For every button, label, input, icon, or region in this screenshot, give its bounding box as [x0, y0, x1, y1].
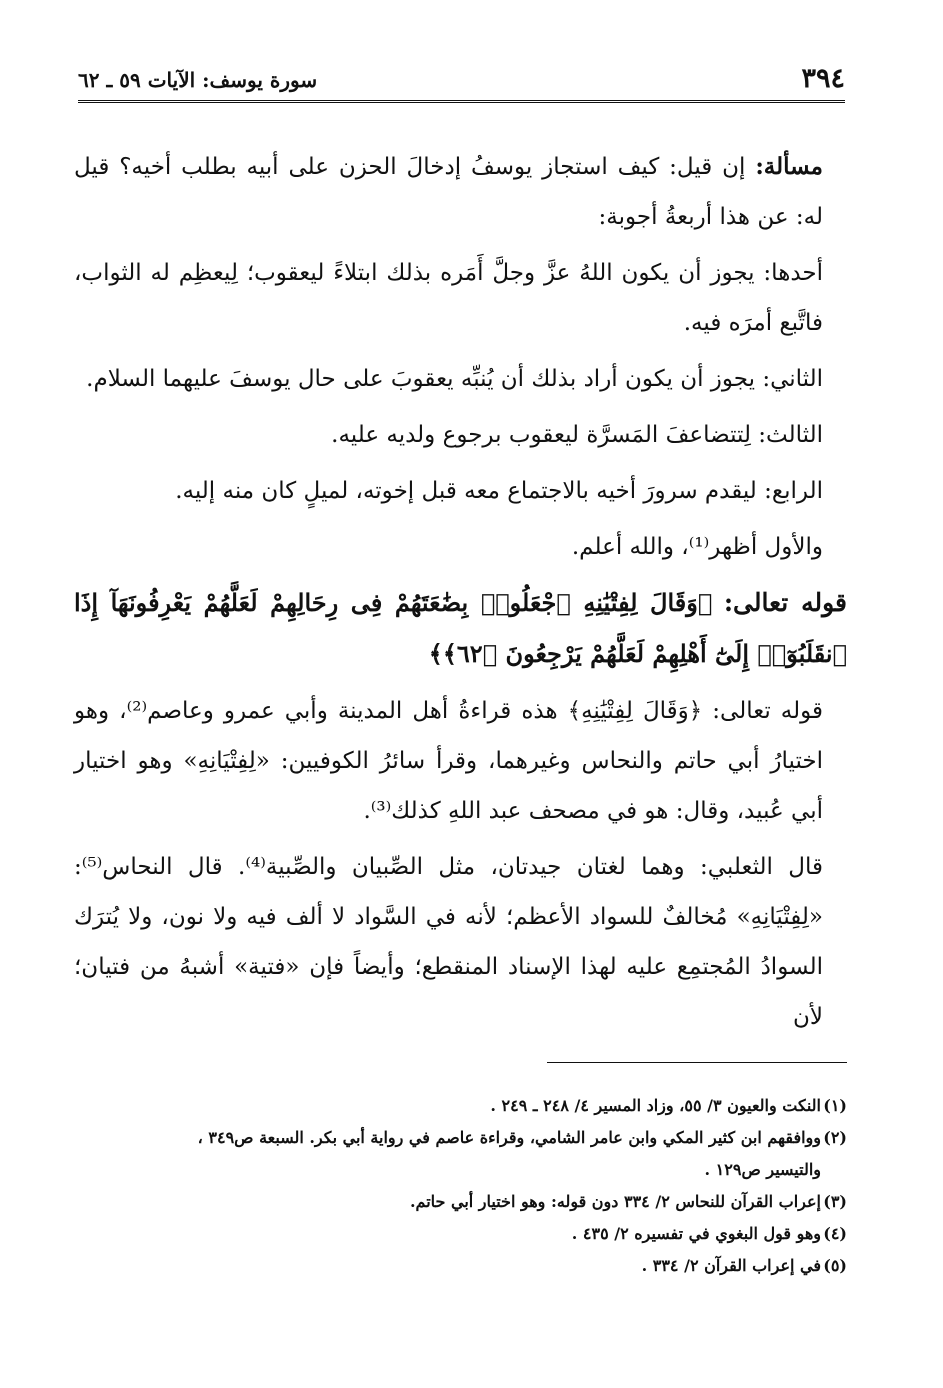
verse-heading: قوله تعالى:	[723, 588, 847, 617]
paragraph-answer-4: الرابع: ليقدم سرورَ أخيه بالاجتماع معه قبل إخوته، لميلٍ كان منه إليه.	[175, 478, 823, 504]
footnotes	[74, 1090, 847, 1282]
running-header	[78, 62, 845, 102]
header-rule	[78, 100, 845, 105]
footnote-text: إعراب القرآن للنحاس ٢/ ٣٣٤ دون قوله: وهو اختيار أبي حاتم.	[409, 1192, 821, 1211]
footnote	[74, 1186, 847, 1218]
paragraph-answer-3: الثالث: لِتتضاعفَ المَسرَّة ليعقوب برجوع ولديه عليه.	[331, 422, 823, 448]
running-title: سورة يوسف: الآيات ٥٩ ـ ٦٢	[78, 68, 318, 92]
footnote	[74, 1250, 847, 1282]
footnote-number: (٣)	[823, 1192, 847, 1211]
paragraph-thalabi: قال الثعلبي: وهما لغتان جيدتان، مثل الصِّبيان والصِّبية⁽⁴⁾. قال النحاس⁽⁵⁾: «لِفِتْيَانِهِ» مُخالفٌ للسواد الأعظم؛ لأنه في السَّواد لا ألف فيه ولا نون، ولا يُترَك السوادُ المُجتمِع عليه لهذا الإسناد المنقطع؛ وأيضاً فإن «فتية» أشبهُ من فتيان؛ لأن	[74, 854, 823, 1030]
quran-verse: ﴿وَقَالَ لِفِتْيَٰنِهِ ٱجْعَلُوا۟ بِضَٰعَتَهُمْ فِى رِحَالِهِمْ لَعَلَّهُمْ يَعْرِفُونَهَآ إِذَا ٱنقَلَبُوٓا۟ إِلَىٰٓ أَهْلِهِمْ لَعَلَّهُمْ يَرْجِعُونَ ﴿٦٢﴾﴾	[74, 588, 847, 668]
main-text	[74, 142, 847, 1048]
footnote-continuation: والتيسير ص١٢٩ .	[704, 1160, 821, 1179]
footnote-separator	[547, 1062, 847, 1063]
footnote-number: (٤)	[823, 1224, 847, 1243]
question-text: إن قيل: كيف استجاز يوسفُ إدخالَ الحزن على أبيه بطلب أخيه؟ قيل له: عن هذا أربعةُ أجوبة:	[74, 154, 823, 230]
question-lead: مسألة:	[755, 153, 823, 180]
footnote	[74, 1122, 847, 1154]
footnote-number: (٥)	[823, 1256, 847, 1275]
footnote-text: النكت والعيون ٣/ ٥٥، وزاد المسير ٤/ ٢٤٨ ـ ٢٤٩ .	[490, 1096, 821, 1115]
footnote-number: (٢)	[823, 1128, 847, 1147]
paragraph-answer-1: أحدها: يجوز أن يكون اللهُ عزَّ وجلَّ أَمَره بذلك ابتلاءً ليعقوب؛ لِيعظِم له الثواب، فاتَّبع أمرَه فيه.	[74, 260, 823, 336]
paragraph-reading: قوله تعالى: ﴿وَقَالَ لِفِتْيَٰنِهِ﴾ هذه قراءةُ أهل المدينة وأبي عمرو وعاصم⁽²⁾، وهو اختيارُ أبي حاتم والنحاس وغيرهما، وقرأ سائرُ الكوفيين: «لِفِتْيَانِهِ» وهو اختيار أبي عُبيد، وقال: هو في مصحف عبد اللهِ كذلك⁽³⁾.	[74, 698, 823, 824]
page-number: ٣٩٤	[801, 63, 845, 94]
footnote-number: (١)	[823, 1096, 847, 1115]
footnote	[74, 1218, 847, 1250]
paragraph-answer-2: الثاني: يجوز أن يكون أراد بذلك أن يُنبِّه يعقوبَ على حال يوسفَ عليهما السلام.	[86, 366, 823, 392]
footnote	[74, 1090, 847, 1122]
footnote-text: وهو قول البغوي في تفسيره ٢/ ٤٣٥ .	[571, 1224, 821, 1243]
paragraph-conclusion: والأول أظهر⁽¹⁾، والله أعلم.	[571, 534, 823, 560]
footnote-text: في إعراب القرآن ٢/ ٣٣٤ .	[641, 1256, 821, 1275]
footnote-text: ووافقهم ابن كثير المكي وابن عامر الشامي، وقراءة عاصم في رواية أبي بكر. السبعة ص٣٤٩ ،	[197, 1128, 821, 1147]
paragraph-question	[74, 142, 847, 242]
verse-block	[74, 578, 847, 680]
